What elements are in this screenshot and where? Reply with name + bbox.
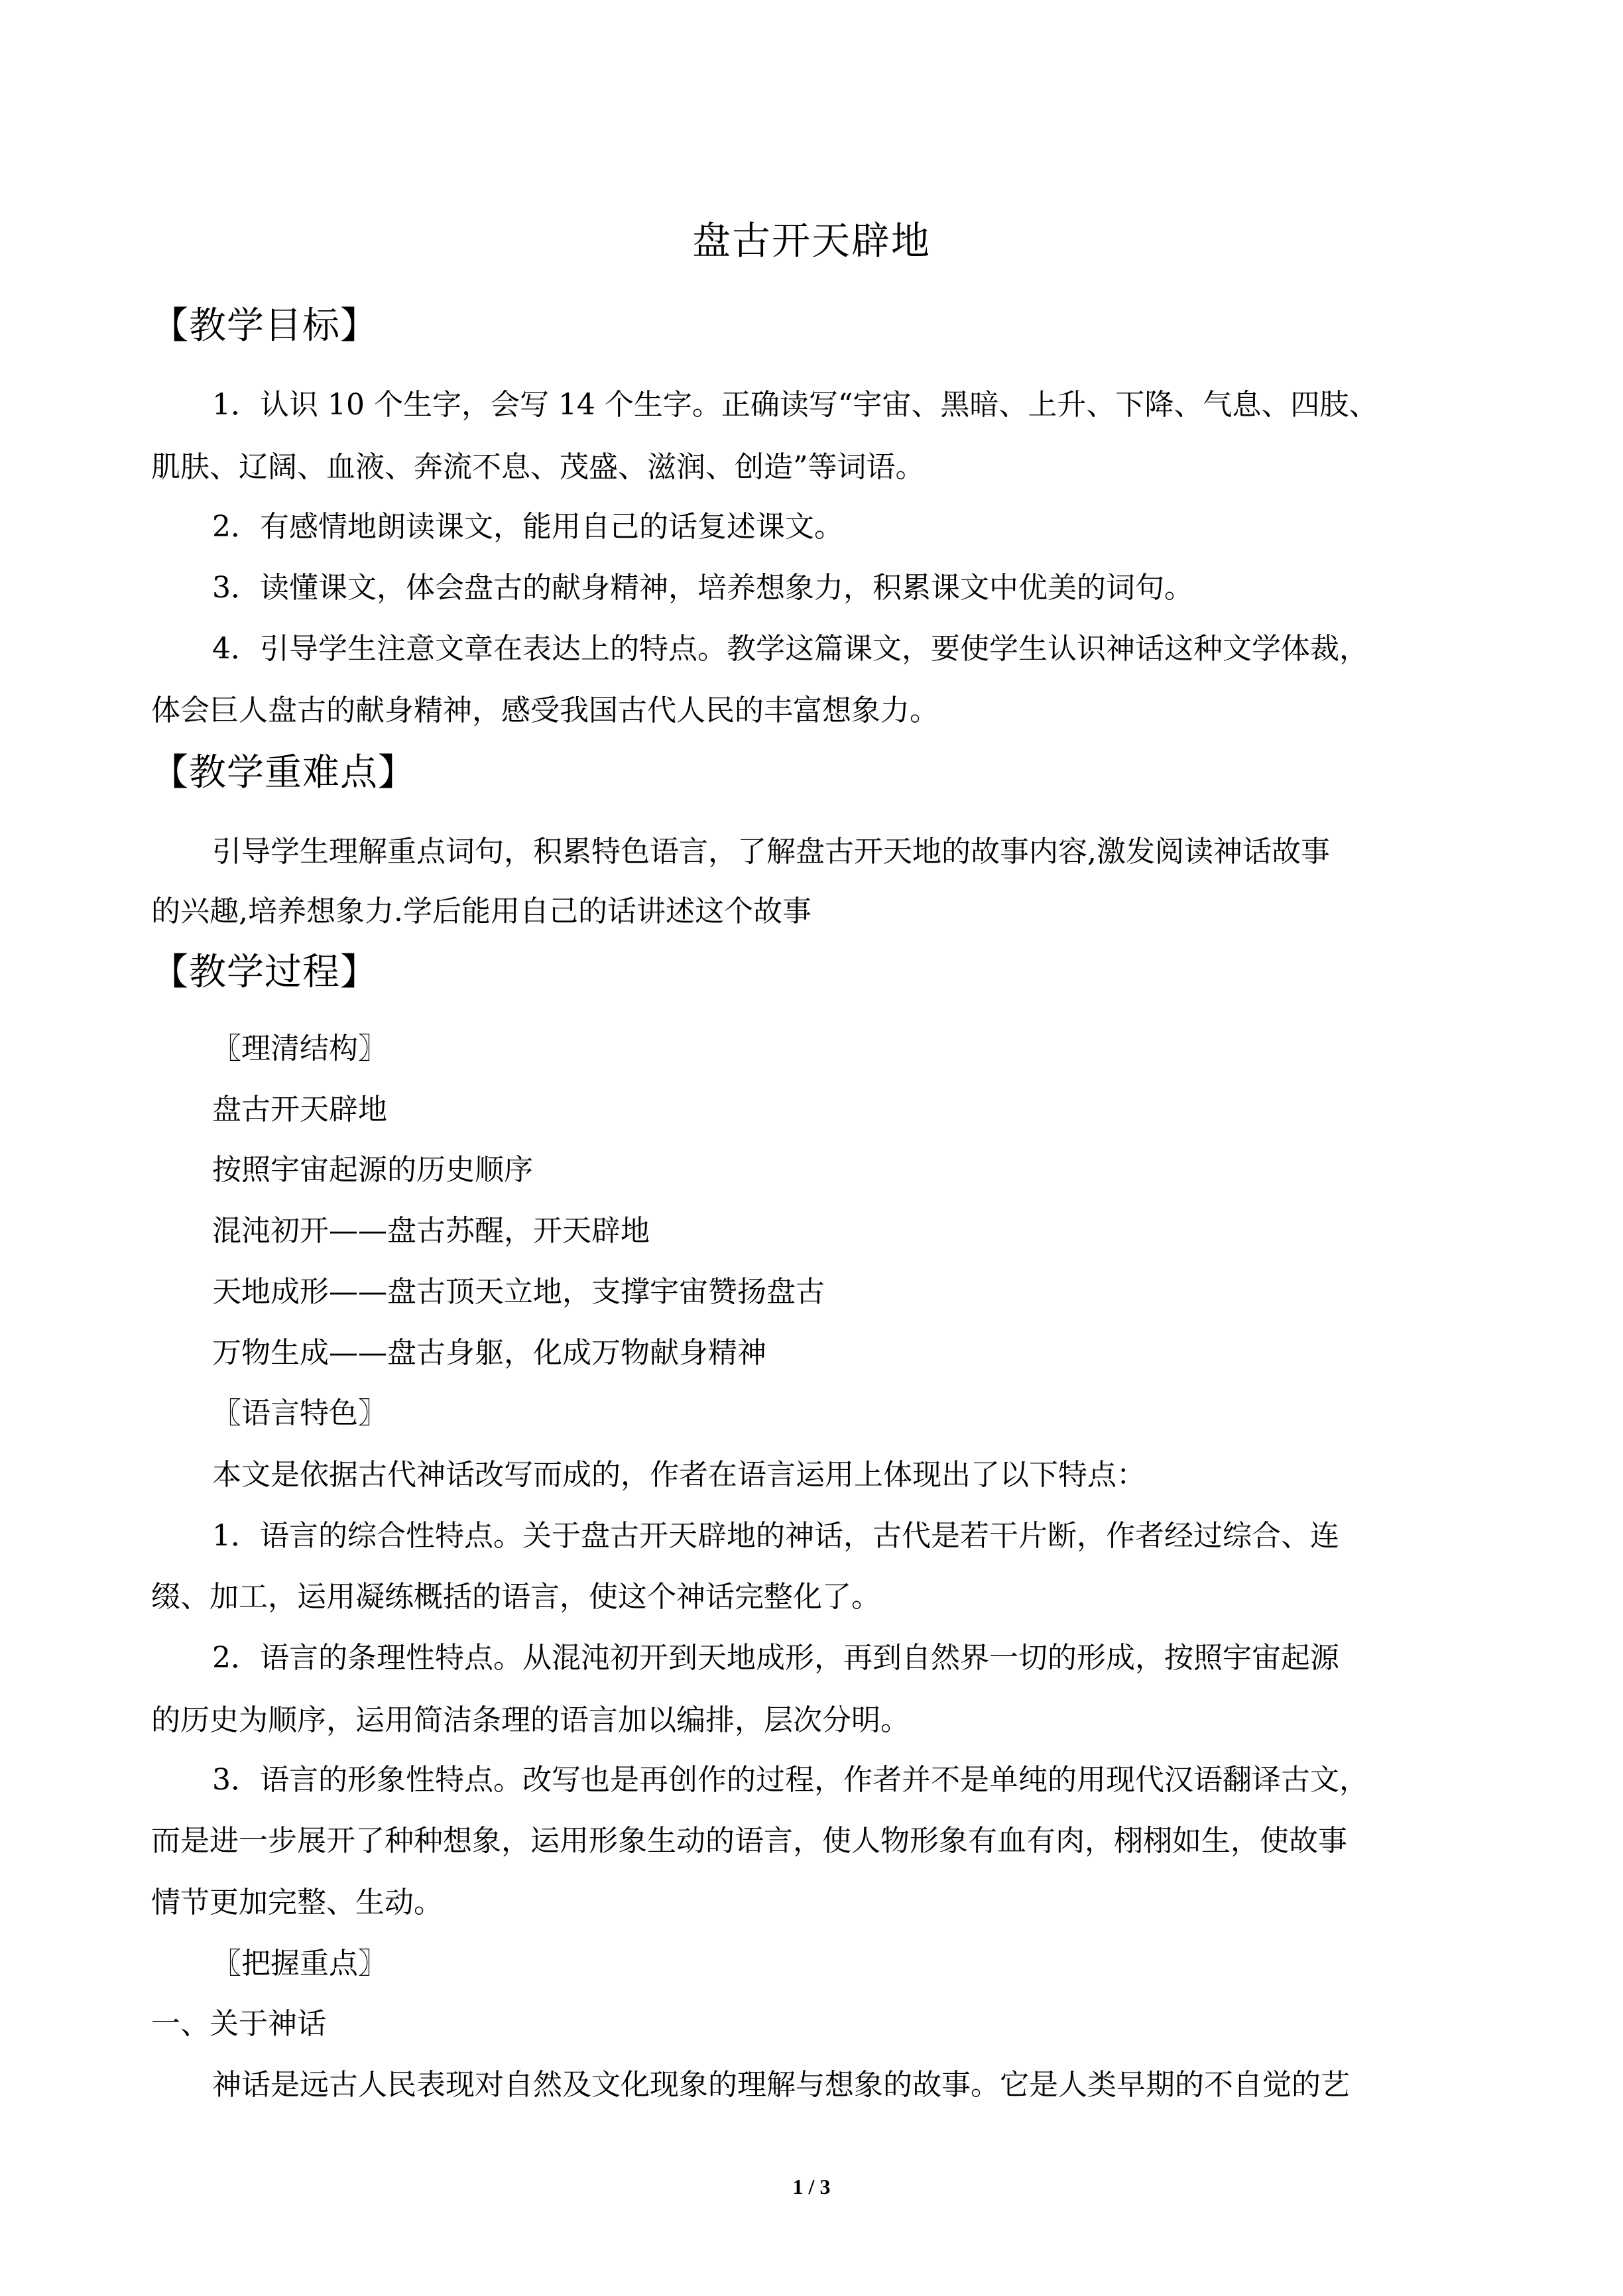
process-line: 〖把握重点〗 — [212, 1947, 387, 1980]
goals-line: 体会巨人盘古的献身精神，感受我国古代人民的丰富想象力。 — [151, 694, 939, 727]
process-line: 1．语言的综合性特点。关于盘古开天辟地的神话，古代是若干片断，作者经过综合、连 — [212, 1519, 1339, 1553]
page-number: 1 / 3 — [792, 2175, 831, 2199]
process-line: 情节更加完整、生动。 — [151, 1886, 443, 1919]
process-line: 混沌初开——盘古苏醒，开天辟地 — [212, 1214, 650, 1248]
process-line: 本文是依据古代神话改写而成的，作者在语言运用上体现出了以下特点： — [212, 1458, 1146, 1492]
page-title: 盘古开天辟地 — [691, 218, 931, 263]
goals-line: 2．有感情地朗读课文，能用自己的话复述课文。 — [212, 510, 843, 544]
goals-heading: 【教学目标】 — [151, 304, 378, 347]
key-points-line: 引导学生理解重点词句，积累特色语言，了解盘古开天地的故事内容,激发阅读神话故事 — [212, 835, 1330, 869]
process-line: 3．语言的形象性特点。改写也是再创作的过程，作者并不是单纯的用现代汉语翻译古文， — [212, 1763, 1368, 1797]
process-line: 盘古开天辟地 — [212, 1093, 387, 1126]
process-line: 万物生成——盘古身躯，化成万物献身精神 — [212, 1336, 766, 1370]
goals-line: 1．认识 10 个生字，会写 14 个生字。正确读写“宇宙、黑暗、上升、下降、气息、四肢、 — [212, 388, 1378, 422]
process-line: 而是进一步展开了种种想象，运用形象生动的语言，使人物形象有血有肉，栩栩如生，使故事 — [151, 1824, 1347, 1858]
process-line: 的历史为顺序，运用简洁条理的语言加以编排，层次分明。 — [151, 1703, 910, 1737]
process-line: 缀、加工，运用凝练概括的语言，使这个神话完整化了。 — [151, 1580, 880, 1614]
goals-line: 3．读懂课文，体会盘古的献身精神，培养想象力，积累课文中优美的词句。 — [212, 571, 1193, 605]
process-line: 〖语言特色〗 — [212, 1396, 387, 1430]
process-line: 2．语言的条理性特点。从混沌初开到天地成形，再到自然界一切的形成，按照宇宙起源 — [212, 1641, 1339, 1675]
process-line: 神话是远古人民表现对自然及文化现象的理解与想象的故事。它是人类早期的不自觉的艺 — [212, 2068, 1350, 2102]
goals-line: 4．引导学生注意文章在表达上的特点。教学这篇课文，要使学生认识神话这种文学体裁， — [212, 632, 1368, 666]
process-heading: 【教学过程】 — [151, 951, 378, 994]
process-line: 按照宇宙起源的历史顺序 — [212, 1153, 533, 1187]
key-points-heading: 【教学重难点】 — [151, 751, 416, 794]
process-line: 一、关于神话 — [151, 2007, 326, 2041]
process-line: 天地成形——盘古顶天立地，支撑宇宙赞扬盘古 — [212, 1275, 825, 1309]
key-points-line: 的兴趣,培养想象力.学后能用自己的话讲述这个故事 — [151, 894, 812, 928]
process-line: 〖理清结构〗 — [212, 1032, 387, 1065]
goals-line: 肌肤、辽阔、血液、奔流不息、茂盛、滋润、创造”等词语。 — [151, 450, 925, 484]
